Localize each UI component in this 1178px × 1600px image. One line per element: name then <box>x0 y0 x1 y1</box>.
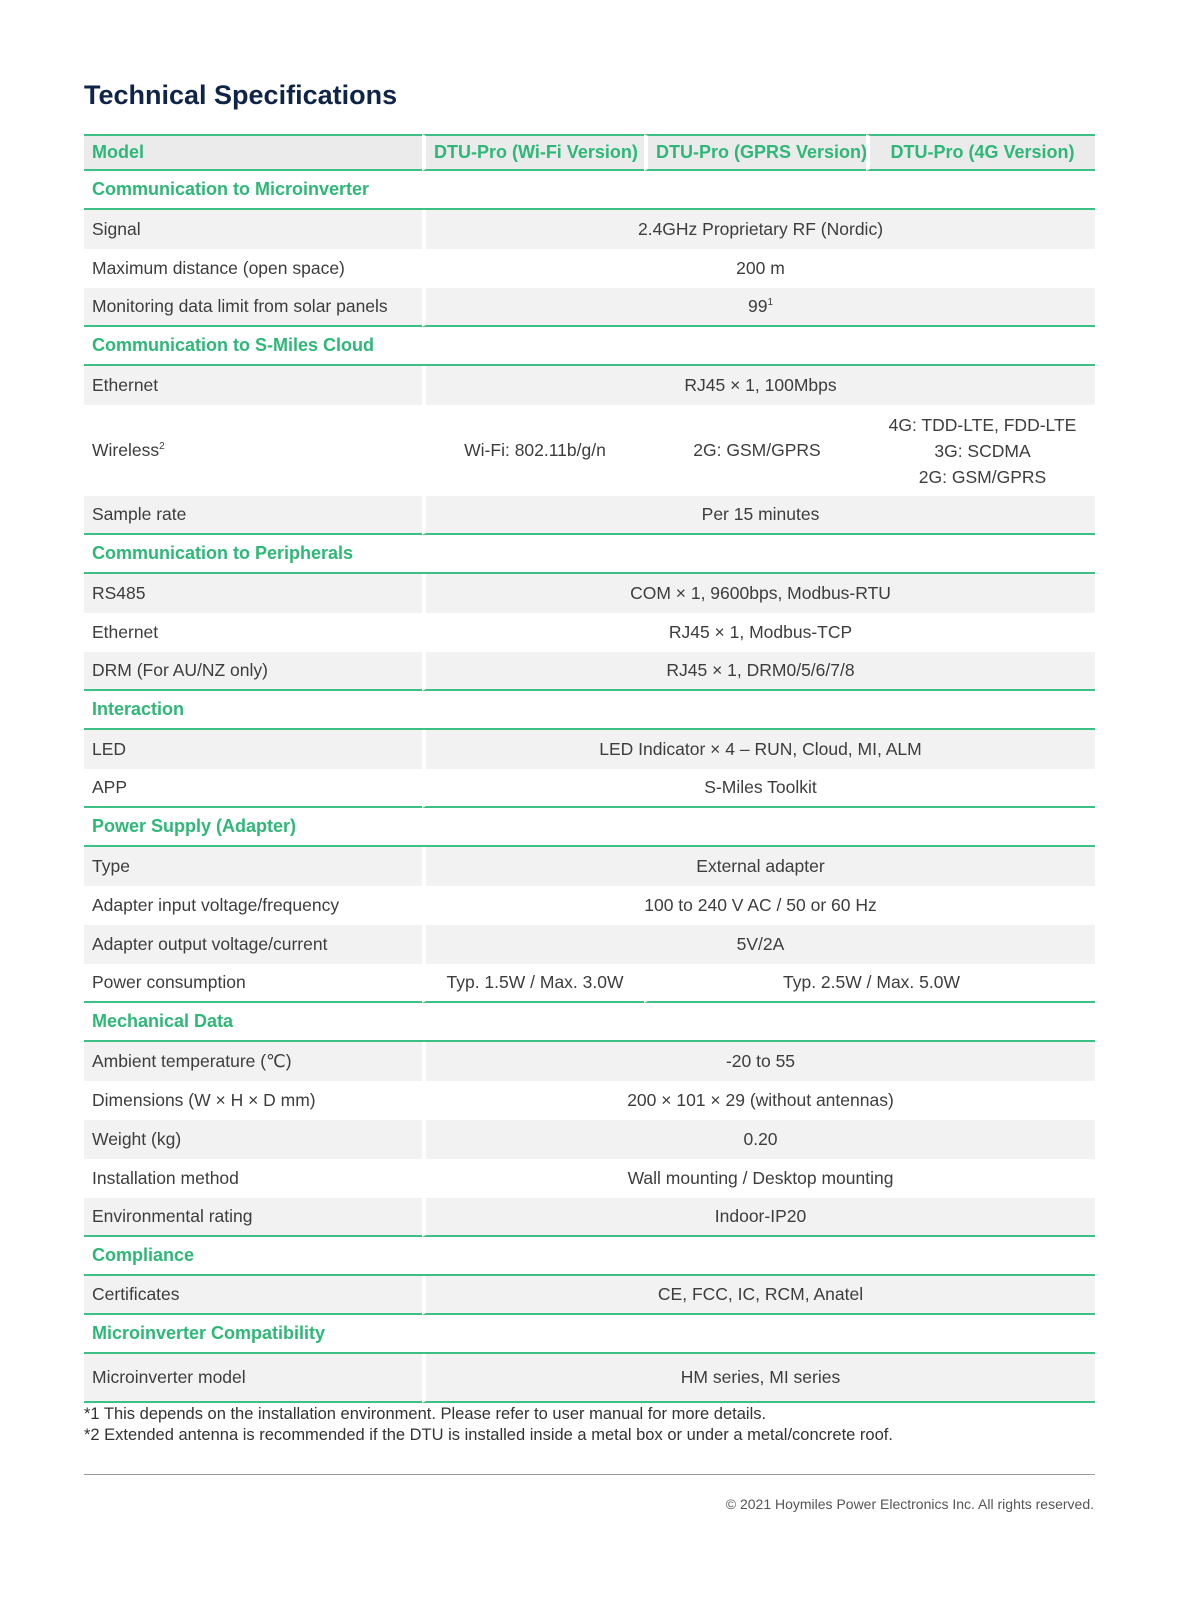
row-value: COM × 1, 9600bps, Modbus-RTU <box>422 574 1095 613</box>
footnotes <box>84 1404 893 1446</box>
table-row <box>84 1276 1095 1315</box>
section-title: Interaction <box>84 691 1095 730</box>
section-title: Mechanical Data <box>84 1003 1095 1042</box>
row-value-4g <box>866 405 1095 496</box>
table-row <box>84 405 1095 496</box>
value-text: 99 <box>747 296 768 316</box>
table-row <box>84 1120 1095 1159</box>
table-row <box>84 1354 1095 1403</box>
row-label: Sample rate <box>84 496 422 535</box>
row-label: Installation method <box>92 1168 239 1188</box>
copyright: © 2021 Hoymiles Power Electronics Inc. All rights reserved. <box>725 1496 1094 1512</box>
row-label: Environmental rating <box>84 1198 422 1237</box>
section-title: Compliance <box>84 1237 1095 1276</box>
row-value: 0.20 <box>422 1120 1095 1159</box>
row-label: Type <box>84 847 422 886</box>
row-value: RJ45 × 1, 100Mbps <box>422 366 1095 405</box>
header-gprs-version: DTU-Pro (GPRS Version) <box>644 134 866 171</box>
table-row <box>84 769 1095 808</box>
row-value: LED Indicator × 4 – RUN, Cloud, MI, ALM <box>422 730 1095 769</box>
value-line: 3G: SCDMA <box>934 440 1031 461</box>
table-header-row <box>84 134 1095 171</box>
section-mechanical <box>84 1003 1095 1042</box>
row-value: 5V/2A <box>422 925 1095 964</box>
section-interaction <box>84 691 1095 730</box>
row-label: RS485 <box>84 574 422 613</box>
row-label: Monitoring data limit from solar panels <box>84 288 422 327</box>
row-label <box>84 405 422 496</box>
section-title: Communication to Microinverter <box>84 171 1095 210</box>
section-compliance <box>84 1237 1095 1276</box>
row-value: CE, FCC, IC, RCM, Anatel <box>422 1276 1095 1315</box>
value-line: 2G: GSM/GPRS <box>918 466 1047 487</box>
row-value <box>422 288 1095 327</box>
footer-divider <box>84 1474 1095 1475</box>
section-cloud <box>84 327 1095 366</box>
row-label: DRM (For AU/NZ only) <box>84 652 422 691</box>
table-row <box>84 249 1095 288</box>
footnote-ref: 1 <box>767 297 774 309</box>
spec-table <box>84 134 1095 1403</box>
footnote-1: *1 This depends on the installation environment. Please refer to user manual for more details. <box>84 1405 767 1423</box>
row-label: Ethernet <box>84 366 422 405</box>
row-label: Microinverter model <box>84 1354 422 1403</box>
table-row <box>84 964 1095 1003</box>
table-row <box>84 847 1095 886</box>
row-label: Power consumption <box>84 964 422 1003</box>
row-label: Signal <box>84 210 422 249</box>
row-value: RJ45 × 1, DRM0/5/6/7/8 <box>422 652 1095 691</box>
value-line: 4G: TDD-LTE, FDD-LTE <box>888 414 1077 435</box>
table-row <box>84 613 1095 652</box>
header-4g-version: DTU-Pro (4G Version) <box>866 134 1095 171</box>
section-title: Microinverter Compatibility <box>84 1315 1095 1354</box>
row-value: 2.4GHz Proprietary RF (Nordic) <box>422 210 1095 249</box>
row-value: Wall mounting / Desktop mounting <box>422 1159 1095 1198</box>
table-row <box>84 1198 1095 1237</box>
row-value: 200 × 101 × 29 (without antennas) <box>422 1081 1095 1120</box>
header-wifi-version: DTU-Pro (Wi-Fi Version) <box>422 134 644 171</box>
footnote-ref: 2 <box>159 441 165 453</box>
table-row <box>84 210 1095 249</box>
row-value: RJ45 × 1, Modbus-TCP <box>422 613 1095 652</box>
section-title: Communication to Peripherals <box>84 535 1095 574</box>
table-row <box>84 1081 1095 1120</box>
row-label: Ambient temperature (℃) <box>84 1042 422 1081</box>
row-label: Weight (kg) <box>84 1120 422 1159</box>
row-value: 100 to 240 V AC / 50 or 60 Hz <box>422 886 1095 925</box>
table-row <box>84 366 1095 405</box>
row-label: APP <box>84 769 422 808</box>
row-label: Maximum distance (open space) <box>92 258 345 278</box>
table-row <box>84 1159 1095 1198</box>
table-row <box>84 652 1095 691</box>
row-label: Certificates <box>84 1276 422 1315</box>
row-value: External adapter <box>422 847 1095 886</box>
footnote-2: *2 Extended antenna is recommended if the DTU is installed inside a metal box or under a metal/concrete roof. <box>84 1426 893 1444</box>
table-row <box>84 288 1095 327</box>
table-row <box>84 1042 1095 1081</box>
row-value-wifi: Wi-Fi: 802.11b/g/n <box>422 405 644 496</box>
table-row <box>84 925 1095 964</box>
row-label: Adapter input voltage/frequency <box>92 895 340 915</box>
table-row <box>84 730 1095 769</box>
row-value-gprs: 2G: GSM/GPRS <box>644 405 866 496</box>
section-microinverter <box>84 171 1095 210</box>
row-value-gprs-4g: Typ. 2.5W / Max. 5.0W <box>644 964 1095 1003</box>
header-model: Model <box>84 134 422 171</box>
page-title: Technical Specifications <box>84 80 398 110</box>
table-row <box>84 496 1095 535</box>
row-value: Per 15 minutes <box>422 496 1095 535</box>
row-label: LED <box>84 730 422 769</box>
row-value-wifi: Typ. 1.5W / Max. 3.0W <box>422 964 644 1003</box>
row-value: S-Miles Toolkit <box>422 769 1095 808</box>
section-peripherals <box>84 535 1095 574</box>
row-value: -20 to 55 <box>422 1042 1095 1081</box>
section-compatibility <box>84 1315 1095 1354</box>
row-label: Ethernet <box>92 622 159 642</box>
row-label: Adapter output voltage/current <box>84 925 422 964</box>
section-power-supply <box>84 808 1095 847</box>
table-row <box>84 886 1095 925</box>
label-text: Wireless <box>92 440 160 460</box>
section-title: Power Supply (Adapter) <box>84 808 1095 847</box>
row-value: Indoor-IP20 <box>422 1198 1095 1237</box>
table-row <box>84 574 1095 613</box>
row-label: Dimensions (W × H × D mm) <box>92 1090 316 1110</box>
row-value: 200 m <box>422 249 1095 288</box>
row-value: HM series, MI series <box>422 1354 1095 1403</box>
section-title: Communication to S-Miles Cloud <box>84 327 1095 366</box>
